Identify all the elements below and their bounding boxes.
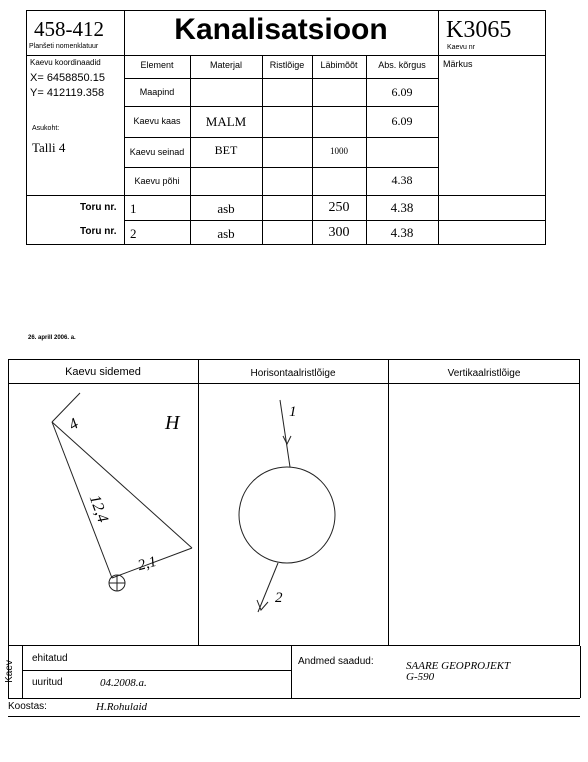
col-header-abs-height: Abs. kõrgus	[378, 60, 426, 70]
row-height: 4.38	[391, 173, 413, 187]
row-height: 6.09	[391, 85, 413, 99]
pipe-height: 4.38	[390, 200, 414, 215]
surveyed-label: uuritud	[32, 677, 63, 688]
location-value: Talli 4	[32, 140, 66, 155]
row-element: Maapind	[139, 87, 175, 97]
compiler-name: H.Rohulaid	[96, 701, 148, 713]
built-label: ehitatud	[32, 653, 68, 664]
row-height: 6.09	[391, 114, 413, 128]
pipe-number: 1	[130, 201, 137, 216]
sketch-col-vertical: Vertikaalristlõige	[447, 368, 521, 379]
col-header-diameter: Läbimõõt	[320, 60, 358, 70]
surveyed-value: 04.2008.a.	[100, 677, 147, 689]
compiler-label: Koostas:	[8, 701, 47, 712]
divider	[8, 698, 580, 699]
tie-label: H	[165, 412, 180, 434]
divider	[580, 646, 581, 698]
coord-x: X= 6458850.15	[30, 72, 105, 84]
tie-label: 12,4	[85, 492, 112, 525]
divider	[22, 646, 23, 698]
row-element: Kaevu kaas	[133, 116, 181, 126]
pipe-number: 2	[130, 226, 137, 241]
source-code: G-590	[406, 671, 435, 683]
pipe-in-label: 1	[289, 404, 297, 420]
location-label: Asukoht:	[32, 125, 60, 132]
well-circle	[239, 467, 335, 563]
col-header-remarks: Märkus	[443, 59, 473, 69]
pipe-label: Toru nr.	[80, 226, 117, 237]
pipe-diameter: 250	[328, 200, 350, 215]
divider	[22, 670, 291, 671]
source-label: Andmed saadud:	[298, 656, 374, 667]
pipe-out-label: 2	[275, 590, 283, 606]
well-label: Kaevu nr	[447, 44, 476, 51]
divider	[291, 646, 292, 698]
page-title: Kanalisatsioon	[174, 13, 388, 46]
col-header-cross-section: Ristlõige	[269, 60, 305, 70]
row-element: Kaevu põhi	[134, 176, 180, 186]
well-id: K3065	[446, 17, 512, 43]
pipe-material: asb	[217, 201, 235, 216]
row-material: BET	[214, 143, 238, 157]
pipe-material: asb	[217, 226, 235, 241]
row-diameter: 1000	[330, 146, 348, 156]
sheet-label: Planšeti nomenklatuur	[29, 43, 99, 50]
survey-date: 26. aprill 2006. a.	[28, 335, 76, 341]
pipe-diameter: 300	[328, 225, 350, 240]
row-element: Kaevu seinad	[129, 147, 185, 157]
tie-label: 2,1	[136, 553, 159, 575]
sheet-number: 458-412	[34, 17, 104, 41]
coord-y: Y= 412119.358	[30, 87, 105, 99]
tie-label: 4	[66, 415, 82, 434]
col-header-material: Materjal	[209, 60, 242, 70]
sketch-col-horizontal: Horisontaalristlõige	[250, 368, 336, 379]
source-org: SAARE GEOPROJEKT	[406, 660, 511, 672]
well-side-label: Kaev	[3, 660, 15, 683]
row-material: MALM	[205, 114, 247, 129]
divider	[8, 716, 580, 717]
coords-label: Kaevu koordinaadid	[30, 58, 101, 67]
arrow-icon	[283, 436, 291, 444]
pipe-height: 4.38	[390, 225, 414, 240]
col-header-element: Element	[140, 60, 174, 70]
sketch-col-ties: Kaevu sidemed	[65, 366, 141, 378]
pipe-label: Toru nr.	[80, 202, 117, 213]
